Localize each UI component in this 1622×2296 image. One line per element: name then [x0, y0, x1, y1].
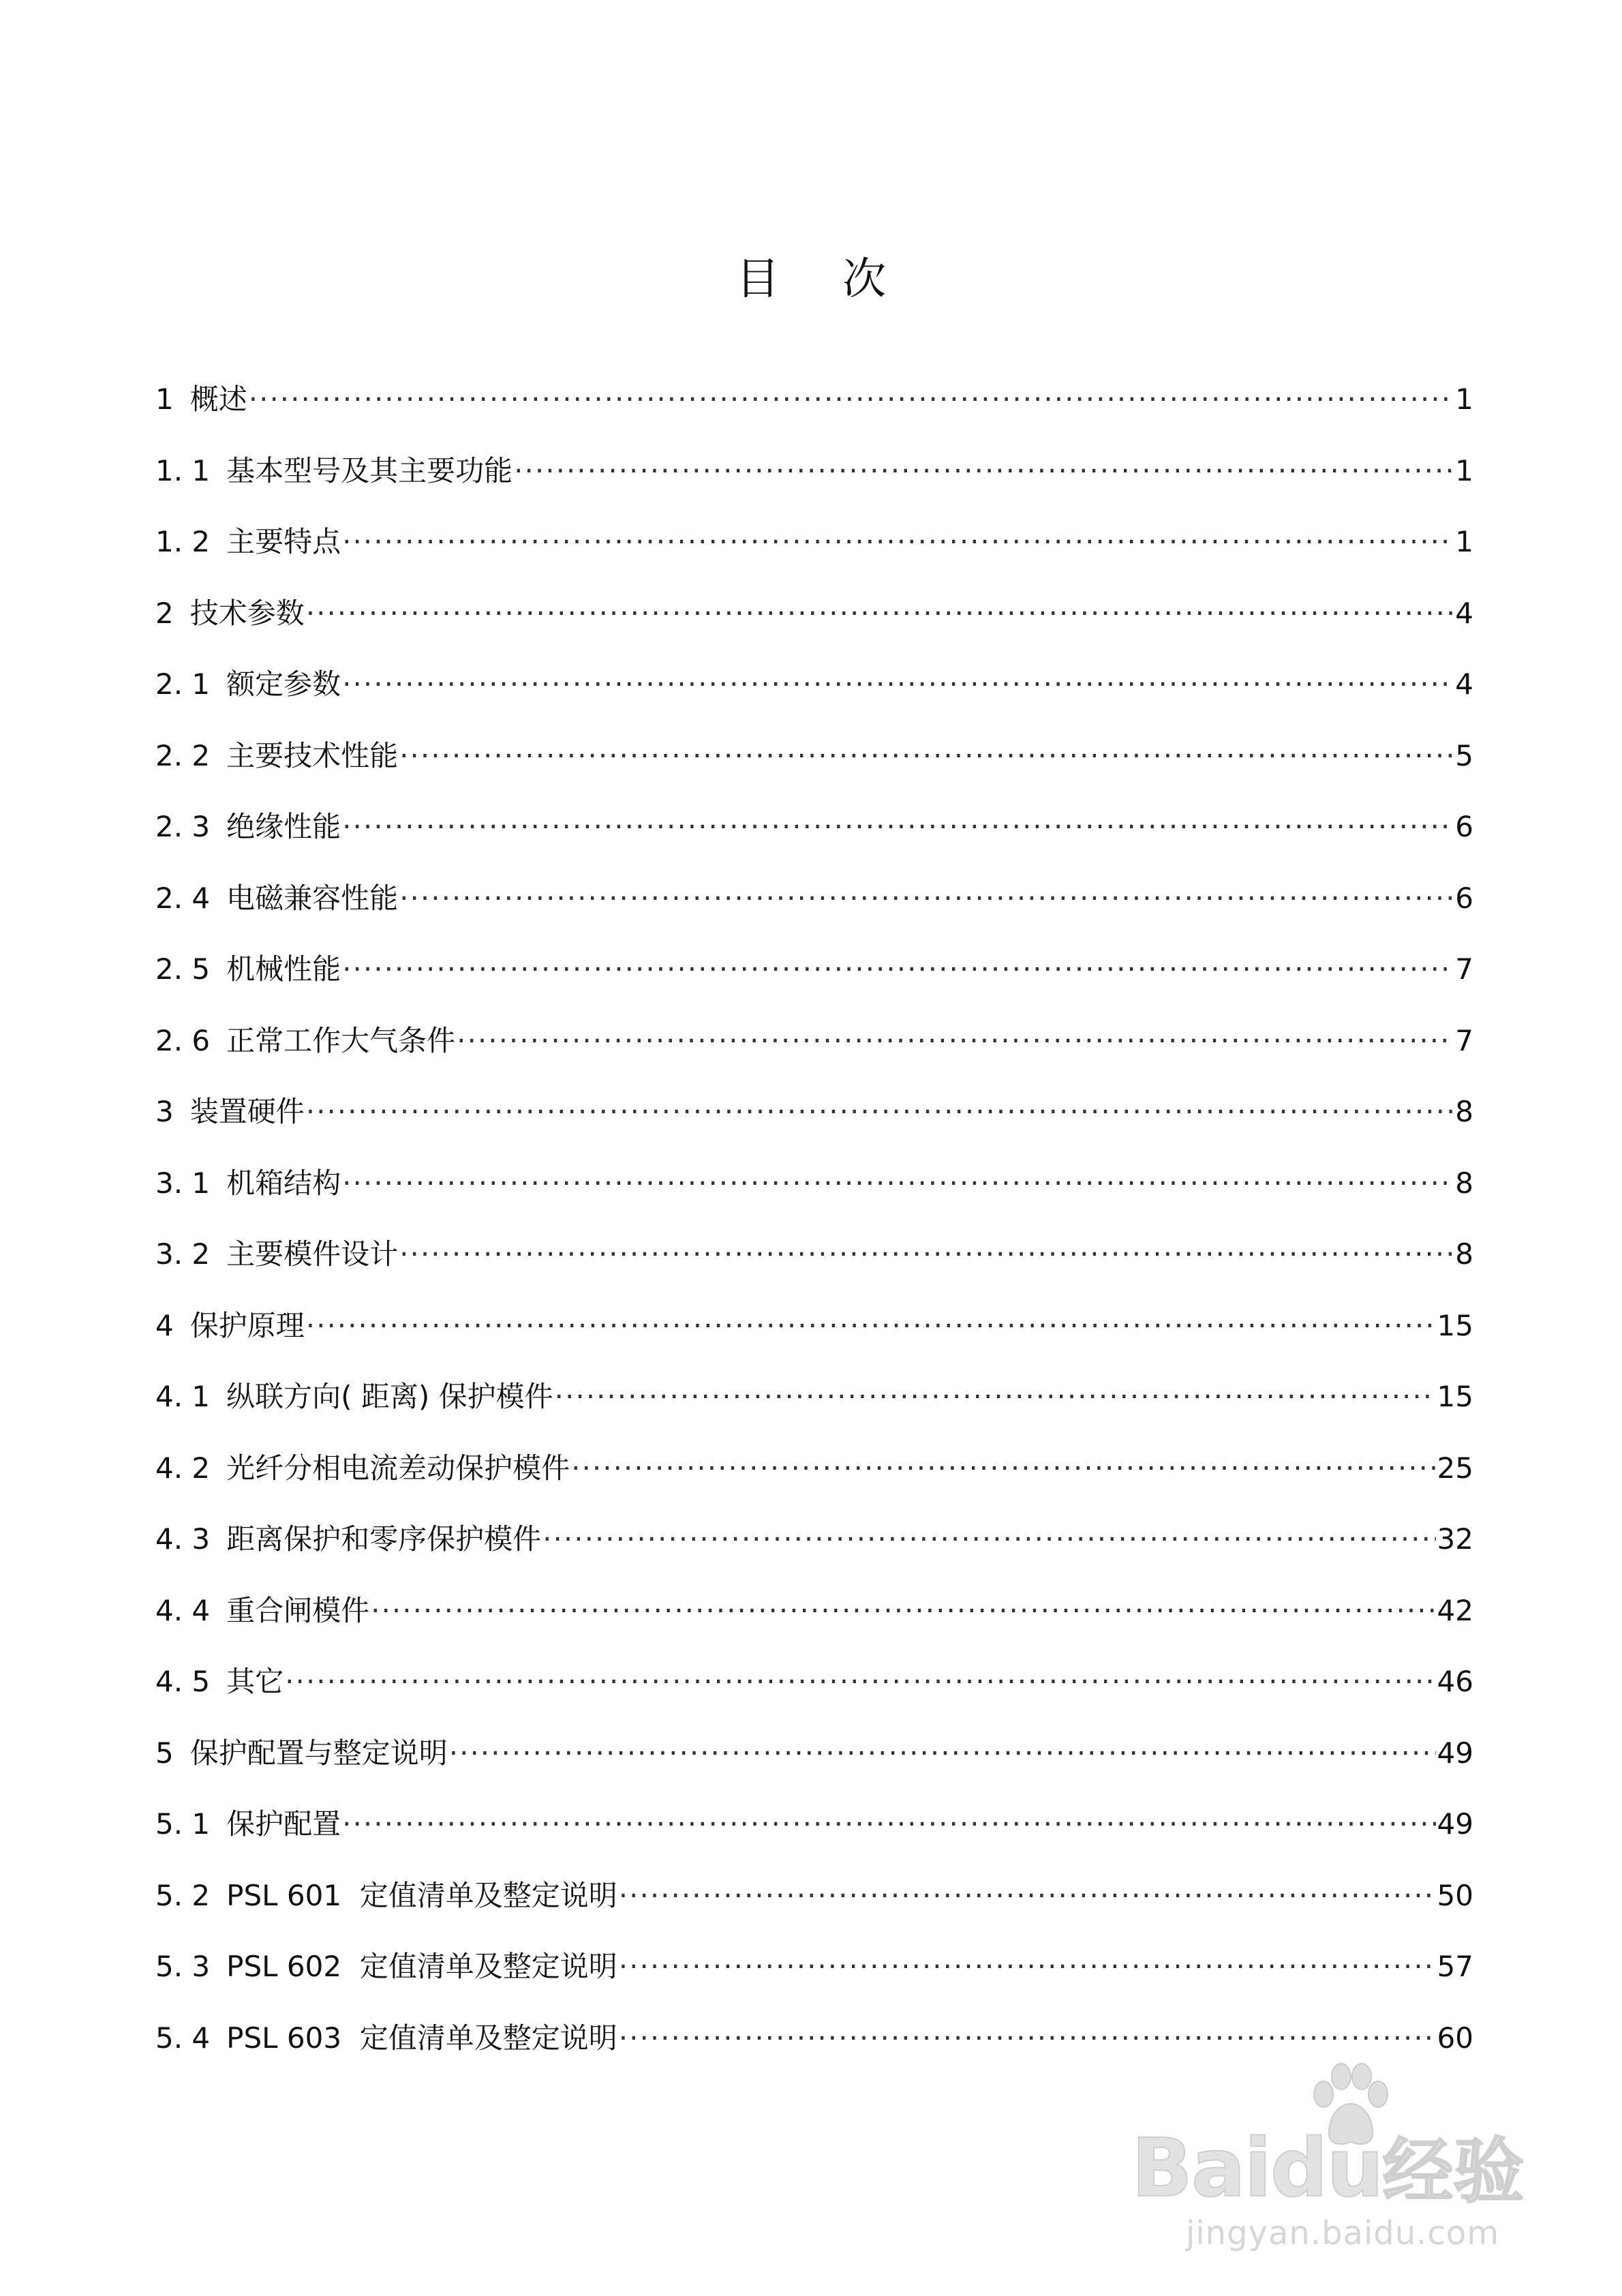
toc-entry[interactable]	[155, 806, 1473, 878]
toc-entry-title: 正常工作大气条件	[226, 1023, 456, 1057]
toc-entry-number: 5. 3	[155, 1950, 211, 1983]
toc-entry-title: 装置硬件	[189, 1095, 305, 1128]
watermark-brand-latin: Bai	[1131, 2121, 1271, 2215]
toc-entry[interactable]	[155, 1733, 1473, 1804]
toc-entry-title: 主要模件设计	[226, 1237, 399, 1271]
toc-entry-page: 49	[1437, 1807, 1473, 1841]
toc-entry[interactable]	[155, 1234, 1473, 1305]
toc-entry-page: 1	[1455, 453, 1473, 487]
table-of-contents	[155, 379, 1473, 2089]
toc-leader-dots	[342, 1804, 1435, 1845]
toc-entry-page: 8	[1455, 1166, 1473, 1200]
toc-leader-dots	[542, 1519, 1435, 1560]
toc-entry-title: 机械性能	[226, 952, 341, 986]
toc-entry-page: 7	[1455, 1023, 1473, 1057]
toc-entry[interactable]	[155, 593, 1473, 665]
toc-entry-title: 主要特点	[226, 525, 341, 558]
toc-entry-page: 49	[1437, 1736, 1473, 1770]
toc-entry-title: 光纤分相电流差动保护模件	[226, 1451, 570, 1485]
toc-entry[interactable]	[155, 1163, 1473, 1235]
toc-leader-dots	[619, 1875, 1436, 1916]
toc-entry[interactable]	[155, 1376, 1473, 1448]
toc-entry-number: 1	[155, 382, 174, 416]
toc-leader-dots	[342, 664, 1454, 705]
toc-entry[interactable]	[155, 379, 1473, 451]
page-title: 目 次	[735, 254, 911, 305]
toc-entry[interactable]	[155, 1519, 1473, 1590]
toc-leader-dots	[342, 1163, 1454, 1204]
toc-leader-dots	[342, 522, 1454, 562]
toc-entry-number: 2. 2	[155, 738, 211, 772]
toc-entry-page: 25	[1437, 1451, 1473, 1485]
toc-leader-dots	[306, 1305, 1436, 1346]
toc-entry-number: 4. 4	[155, 1593, 211, 1627]
toc-entry-page: 15	[1437, 1380, 1473, 1413]
toc-entry-number: 5. 4	[155, 2021, 211, 2055]
watermark-brand-cn: 经验	[1382, 2130, 1525, 2213]
toc-entry-title: 距离保护和零序保护模件	[226, 1522, 542, 1556]
toc-entry-title: 绝缘性能	[226, 810, 341, 843]
toc-entry-number: 2. 3	[155, 810, 211, 843]
toc-entry-page: 4	[1455, 596, 1473, 630]
toc-leader-dots	[457, 1021, 1454, 1061]
toc-leader-dots	[342, 949, 1454, 990]
toc-entry-number: 5. 2	[155, 1878, 211, 1912]
toc-entry-title: 概述	[189, 382, 247, 416]
toc-entry-page: 6	[1455, 810, 1473, 843]
toc-entry[interactable]	[155, 1804, 1473, 1875]
toc-entry-number: 4. 3	[155, 1522, 211, 1556]
toc-entry-title: 保护配置与整定说明	[189, 1736, 448, 1770]
toc-entry-number: 1. 1	[155, 453, 211, 487]
toc-entry[interactable]	[155, 522, 1473, 593]
toc-entry-title: 其它	[226, 1665, 284, 1698]
toc-entry-page: 32	[1437, 1522, 1473, 1556]
toc-entry-page: 50	[1437, 1878, 1473, 1912]
toc-entry-title: 保护配置	[226, 1807, 341, 1841]
toc-entry[interactable]	[155, 1091, 1473, 1163]
toc-leader-dots	[619, 2018, 1436, 2059]
toc-entry-title: 重合闸模件	[226, 1593, 370, 1627]
toc-entry-page: 15	[1437, 1308, 1473, 1342]
toc-entry[interactable]	[155, 664, 1473, 736]
toc-entry-number: 3	[155, 1095, 174, 1128]
toc-leader-dots	[306, 593, 1454, 634]
toc-entry-title: 主要技术性能	[226, 738, 399, 772]
toc-leader-dots	[399, 878, 1454, 919]
toc-entry-page: 8	[1455, 1237, 1473, 1271]
watermark-brand-du: du	[1270, 2121, 1383, 2215]
toc-entry-page: 46	[1437, 1665, 1473, 1698]
toc-entry-page: 57	[1437, 1950, 1473, 1983]
toc-entry[interactable]	[155, 1875, 1473, 1947]
toc-entry-number: 2. 4	[155, 881, 211, 915]
toc-entry[interactable]	[155, 736, 1473, 807]
toc-entry[interactable]	[155, 1448, 1473, 1520]
toc-entry-page: 5	[1455, 738, 1473, 772]
toc-leader-dots	[514, 451, 1454, 492]
toc-entry-title: 额定参数	[226, 667, 341, 701]
toc-entry-number: 4. 1	[155, 1380, 211, 1413]
toc-entry[interactable]	[155, 1946, 1473, 2018]
toc-leader-dots	[285, 1661, 1435, 1702]
toc-entry-title: 纵联方向( 距离) 保护模件	[226, 1380, 553, 1413]
toc-entry-number: 5	[155, 1736, 174, 1770]
toc-leader-dots	[306, 1091, 1454, 1132]
toc-entry[interactable]	[155, 878, 1473, 950]
toc-entry-page: 4	[1455, 667, 1473, 701]
toc-entry-number: 1. 2	[155, 525, 211, 558]
watermark-url: jingyan.baidu.com	[1186, 2214, 1499, 2252]
toc-entry-page: 60	[1437, 2021, 1473, 2055]
toc-entry-number: 3. 2	[155, 1237, 211, 1271]
toc-entry[interactable]	[155, 1021, 1473, 1092]
toc-leader-dots	[571, 1448, 1435, 1489]
toc-entry-title: PSL 601 定值清单及整定说明	[226, 1878, 617, 1912]
toc-entry[interactable]	[155, 1305, 1473, 1377]
toc-entry[interactable]	[155, 1661, 1473, 1733]
toc-entry[interactable]	[155, 949, 1473, 1021]
toc-entry-page: 7	[1455, 952, 1473, 986]
toc-entry-title: 技术参数	[189, 596, 305, 630]
toc-leader-dots	[399, 736, 1454, 776]
toc-leader-dots	[342, 806, 1454, 847]
toc-leader-dots	[399, 1234, 1454, 1275]
watermark-brand	[1131, 2121, 1525, 2216]
toc-entry-number: 3. 1	[155, 1166, 211, 1200]
toc-leader-dots	[555, 1376, 1436, 1417]
toc-entry-number: 5. 1	[155, 1807, 211, 1841]
toc-entry-title: PSL 603 定值清单及整定说明	[226, 2021, 617, 2055]
toc-entry-number: 4. 5	[155, 1665, 211, 1698]
toc-entry-page: 6	[1455, 881, 1473, 915]
toc-leader-dots	[249, 379, 1454, 420]
toc-entry-number: 2. 1	[155, 667, 211, 701]
toc-entry-title: 保护原理	[189, 1308, 305, 1342]
toc-entry[interactable]	[155, 451, 1473, 522]
toc-entry-number: 4	[155, 1308, 174, 1342]
baidu-jingyan-watermark	[1131, 2059, 1567, 2263]
toc-entry-number: 2. 5	[155, 952, 211, 986]
toc-entry-number: 2. 6	[155, 1023, 211, 1057]
toc-entry[interactable]	[155, 1590, 1473, 1662]
toc-entry-title: 电磁兼容性能	[226, 881, 399, 915]
toc-entry-number: 2	[155, 596, 174, 630]
toc-entry-page: 42	[1437, 1593, 1473, 1627]
toc-leader-dots	[619, 1946, 1436, 1987]
toc-entry-page: 8	[1455, 1095, 1473, 1128]
toc-entry-page: 1	[1455, 382, 1473, 416]
toc-leader-dots	[449, 1733, 1436, 1774]
toc-entry-title: 机箱结构	[226, 1166, 341, 1200]
toc-entry-title: 基本型号及其主要功能	[226, 453, 513, 487]
toc-entry-title: PSL 602 定值清单及整定说明	[226, 1950, 617, 1983]
toc-leader-dots	[371, 1590, 1435, 1631]
toc-entry-number: 4. 2	[155, 1451, 211, 1485]
toc-entry-page: 1	[1455, 525, 1473, 558]
